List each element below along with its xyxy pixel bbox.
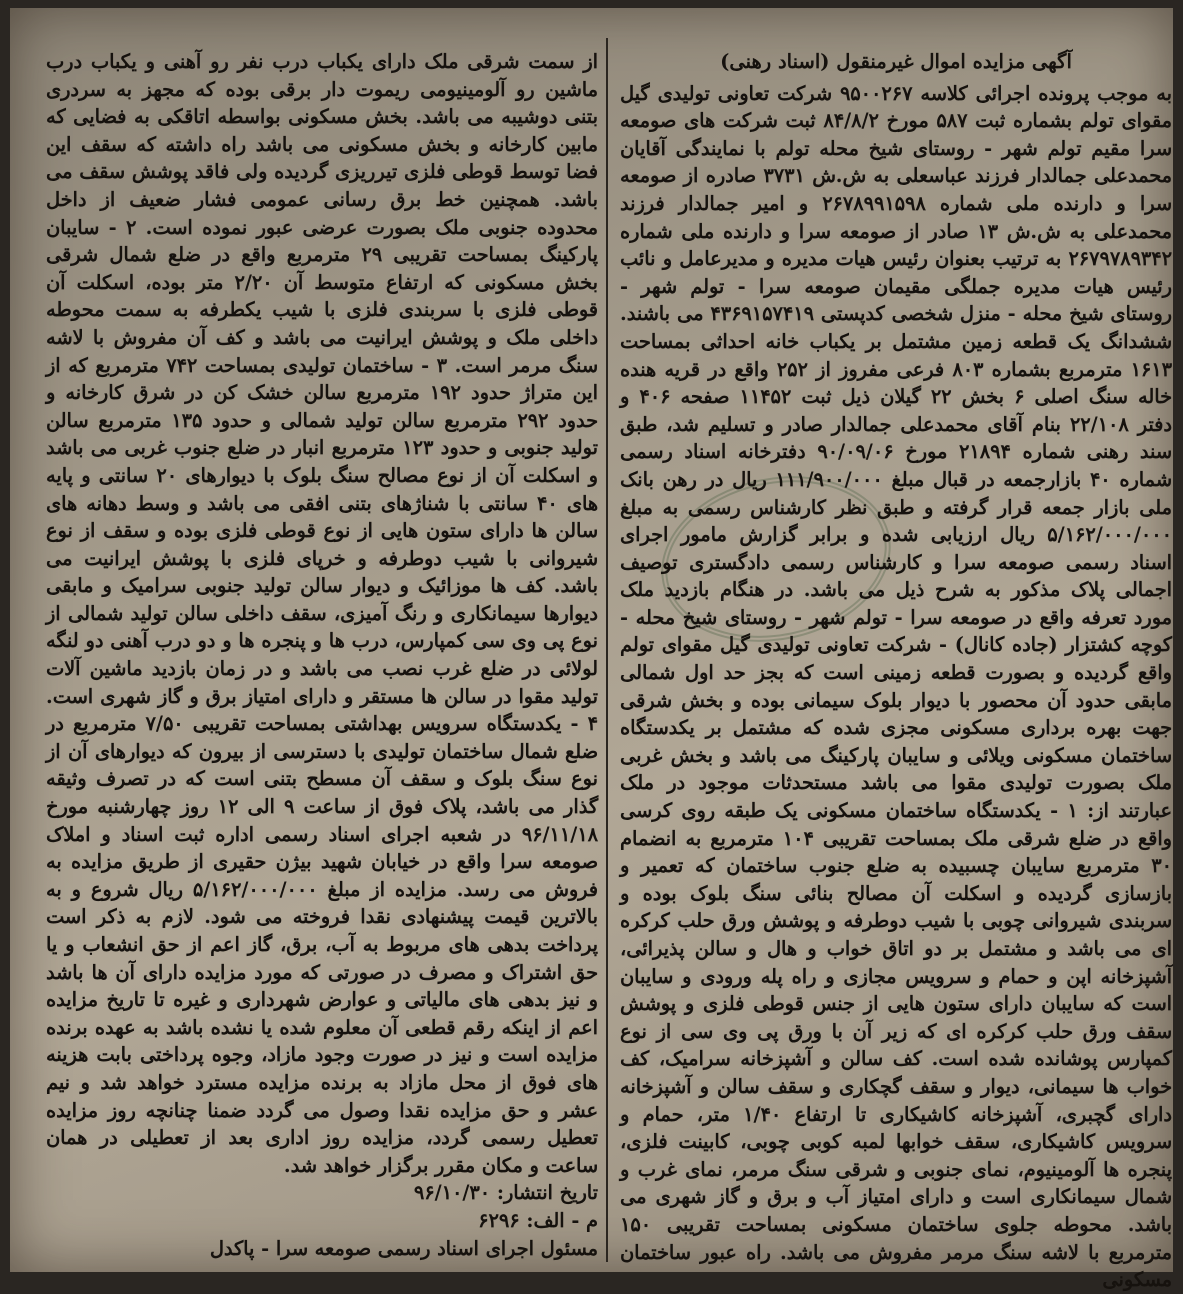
column-divider (606, 38, 608, 1262)
newspaper-clipping (10, 8, 1173, 1292)
left-column (46, 48, 598, 1262)
publish-date: تاریخ انتشار: ۹۶/۱۰/۳۰ (413, 1181, 598, 1205)
right-column (620, 48, 1173, 1292)
signature-line: مسئول اجرای اسناد رسمی صومعه سرا - پاکدل (209, 1236, 598, 1260)
left-column-body: از سمت شرقی ملک دارای یکباب درب نفر رو آهنی و یکباب درب ماشین رو آلومینیومی ریموت دار برقی بوده که مجهز به سردری بتنی دوشیبه می باشد. بخش مسکونی بواسطه اتاقکی به فضایی که مابین کارخانه و بخش مسکونی می باشد راه داشته که سقف این فضا توسط قوطی فلزی تیرریزی گردیده ولی فاقد پوشش سقف می باشد. همچنین خط برق رسانی عمومی فشار ضعیف از داخل محدوده جنوبی ملک بصورت عرضی عبور نموده است. ۲ - سایبان پارکینگ بمساحت تقریبی ۲۹ مترمربع واقع در ضلع شمال شرقی بخش مسکونی که ارتفاع متوسط آن ۲/۲۰ متر بوده، اسکلت آن قوطی فلزی با سربندی فلزی با شیب یکطرفه به سمت محوطه داخلی ملک و پوشش ایرانیت می باشد و کف آن مفروش با لاشه سنگ مرمر است. ۳ - ساختمان تولیدی بمساحت ۷۴۲ مترمربع که از این متراژ حدود ۱۹۲ مترمربع سالن خشک کن در شرق کارخانه و حدود ۲۹۲ مترمربع سالن تولید شمالی و حدود ۱۳۵ مترمربع سالن تولید جنوبی و حدود ۱۲۳ مترمربع انبار در ضلع جنوب غربی می باشد و اسکلت آن از نوع مصالح سنگ بلوک با دیوارهای ۲۰ سانتی و پایه های ۴۰ سانتی با شناژهای بتنی افقی می باشد و وسط دهانه های سالن ها دارای ستون هایی از نوع قوطی فلزی بوده و سقف از نوع شیروانی با شیب دوطرفه و خرپای فلزی با پوشش ایرانیت می باشد. کف ها موزائیک و دیوار سالن تولید جنوبی سرامیک و مابقی دیوارها سیمانکاری و رنگ آمیزی، سقف داخلی سالن تولید شمالی از نوع پی وی سی کمپارس، درب ها و پنجره ها و دو درب آهنی دو لنگه لولائی در ضلع غرب نصب می باشد و در زمان بازدید ماشین آلات تولید مقوا در سالن ها مستقر و دارای امتیاز برق و گاز شهری است. ۴ - یکدستگاه سرویس بهداشتی بمساحت تقریبی ۷/۵۰ مترمربع در ضلع شمال ساختمان تولیدی با دسترسی از بیرون که دیوارهای آن از نوع سنگ بلوک و سقف آن مسطح بتنی است که در تصرف وثیقه گذار می باشد، پلاک فوق از ساعت ۹ الی ۱۲ روز چهارشنبه مورخ ۹۶/۱۱/۱۸ در شعبه اجرای اسناد رسمی اداره ثبت اسناد و املاک صومعه سرا واقع در خیابان شهید بیژن حقیری از طریق مزایده به فروش می رسد. مزایده از مبلغ ۵/۱۶۲/۰۰۰/۰۰۰ ریال شروع و به بالاترین قیمت پیشنهادی نقدا فروخته می شود. لازم به ذکر است پرداخت بدهی های مربوط به آب، برق، گاز اعم از حق انشعاب و یا حق اشتراک و مصرف در صورتی که مورد مزایده دارای آن ها باشد و نیز بدهی های مالیاتی و عوارض شهرداری و غیره تا تاریخ مزایده اعم از اینکه رقم قطعی آن معلوم شده یا نشده باشد به عهده برنده مزایده است و نیز در صورت وجود مازاد، وجوه پرداختی بابت هزینه های فوق از محل مازاد به برنده مزایده مسترد خواهد شد و نیم عشر و حق مزایده نقدا وصول می گردد ضمنا چنانچه روز مزایده تعطیل رسمی گردد، مزایده روز اداری بعد از تعطیلی در همان ساعت و مکان مقرر برگزار خواهد شد. (46, 50, 599, 1177)
reference-code: م - الف: ۶۲۹۶ (478, 1208, 598, 1232)
notice-title: آگهی مزایده اموال غیرمنقول (اسناد رهنی) (720, 50, 1072, 73)
right-column-body: به موجب پرونده اجرائی کلاسه ۹۵۰۰۲۶۷ شرکت تعاونی تولیدی گیل مقوای تولم بشماره ثبت ۵۸۷ مورخ ۸۴/۸/۲ ثبت شرکت های صومعه سرا مقیم تولم شهر - روستای شیخ محله تولم با نمایندگی آقایان محمدعلی جمالدار فرزند عباسعلی به ش.ش ۳۷۳۱ صادره از صومعه سرا و دارنده ملی شماره ۲۶۷۸۹۹۱۵۹۸ و امیر جمالدار فرزند محمدعلی به ش.ش ۱۳ صادر از صومعه سرا و دارنده ملی شماره ۲۶۷۹۷۸۹۳۴۲ به ترتیب بعنوان رئیس هیات مدیره و مدیرعامل و نائب رئیس هیات مدیره جملگی مقیمان صومعه سرا - تولم شهر - روستای شیخ محله - منزل شخصی کدپستی ۴۳۶۹۱۵۷۴۱۹ می باشند. ششدانگ یک قطعه زمین مشتمل بر یکباب خانه احداثی بمساحت ۱۶۱۳ مترمربع بشماره ۸۰۳ فرعی مفروز از ۲۵۲ واقع در قریه هنده خاله سنگ اصلی ۶ بخش ۲۲ گیلان ذیل ثبت ۱۱۴۵۲ صفحه ۴۰۶ و دفتر ۲۲/۱۰۸ بنام آقای محمدعلی جمالدار صادر و تسلیم شد، طبق سند رهنی شماره ۲۱۸۹۴ مورخ ۹۰/۰۹/۰۶ دفترخانه اسناد رسمی شماره ۴۰ بازارجمعه در قبال مبلغ ۱۱۱/۹۰۰/۰۰۰ ریال در رهن بانک ملی بازار جمعه قرار گرفته و طبق نظر کارشناس رسمی به مبلغ ۵/۱۶۲/۰۰۰/۰۰۰ ریال ارزیابی شده و برابر گزارش مامور اجرای اسناد رسمی صومعه سرا و کارشناس رسمی دادگستری توصیف اجمالی پلاک مذکور به شرح ذیل می باشد. در هنگام بازدید ملک مورد تعرفه واقع در صومعه سرا - تولم شهر - روستای شیخ محله - کوچه کشتزار (جاده کانال) - شرکت تعاونی تولیدی گیل مقوای تولم واقع گردیده و بصورت قطعه زمینی است که بجز حد اول شمالی مابقی حدود آن محصور با دیوار بلوک سیمانی بوده و بخش شرقی جهت بهره برداری مسکونی مجزی شده که مشتمل بر یکدستگاه ساختمان مسکونی ویلائی و سایبان پارکینگ می باشد و بخش غربی ملک بصورت تولیدی مقوا می باشد مستحدثات موجود در ملک عبارتند از: ۱ - یکدستگاه ساختمان مسکونی یک طبقه روی کرسی واقع در ضلع شرقی ملک بمساحت تقریبی ۱۰۴ مترمربع به انضمام ۳۰ مترمربع سایبان چسبیده به ضلع جنوب ساختمان که تعمیر و بازسازی گردیده و اسکلت آن مصالح بنائی سنگ بلوک بوده و سربندی شیروانی چوبی با شیب دوطرفه و پوشش ورق حلب کرکره ای می باشد و مشتمل بر دو اتاق خواب و هال و سالن پذیرائی، آشپزخانه اپن و حمام و سرویس مجازی و راه پله ورودی و سایبان است که سایبان دارای ستون هایی از جنس قوطی فلزی و پوشش سقف ورق حلب کرکره ای که زیر آن با ورق پی وی سی از نوع کمپارس پوشانده شده است. کف سالن و آشپزخانه سرامیک، کف خواب ها سیمانی، دیوار و سقف گچکاری و سقف سالن و آشپزخانه دارای گچبری، آشپزخانه کاشیکاری تا ارتفاع ۱/۴۰ متر، حمام و سرویس کاشیکاری، سقف خوابها لمبه کوبی چوبی، کابینت فلزی، پنجره ها آلومینیوم، نمای جنوبی و شرقی سنگ مرمر، نمای غرب و شمال سیمانکاری است و دارای امتیاز آب و برق و گاز شهری می باشد. محوطه جلوی ساختمان مسکونی بمساحت تقریبی ۱۵۰ مترمربع با لاشه سنگ مرمر مفروش می باشد. راه عبور ساختمان مسکونی (620, 81, 1173, 1292)
